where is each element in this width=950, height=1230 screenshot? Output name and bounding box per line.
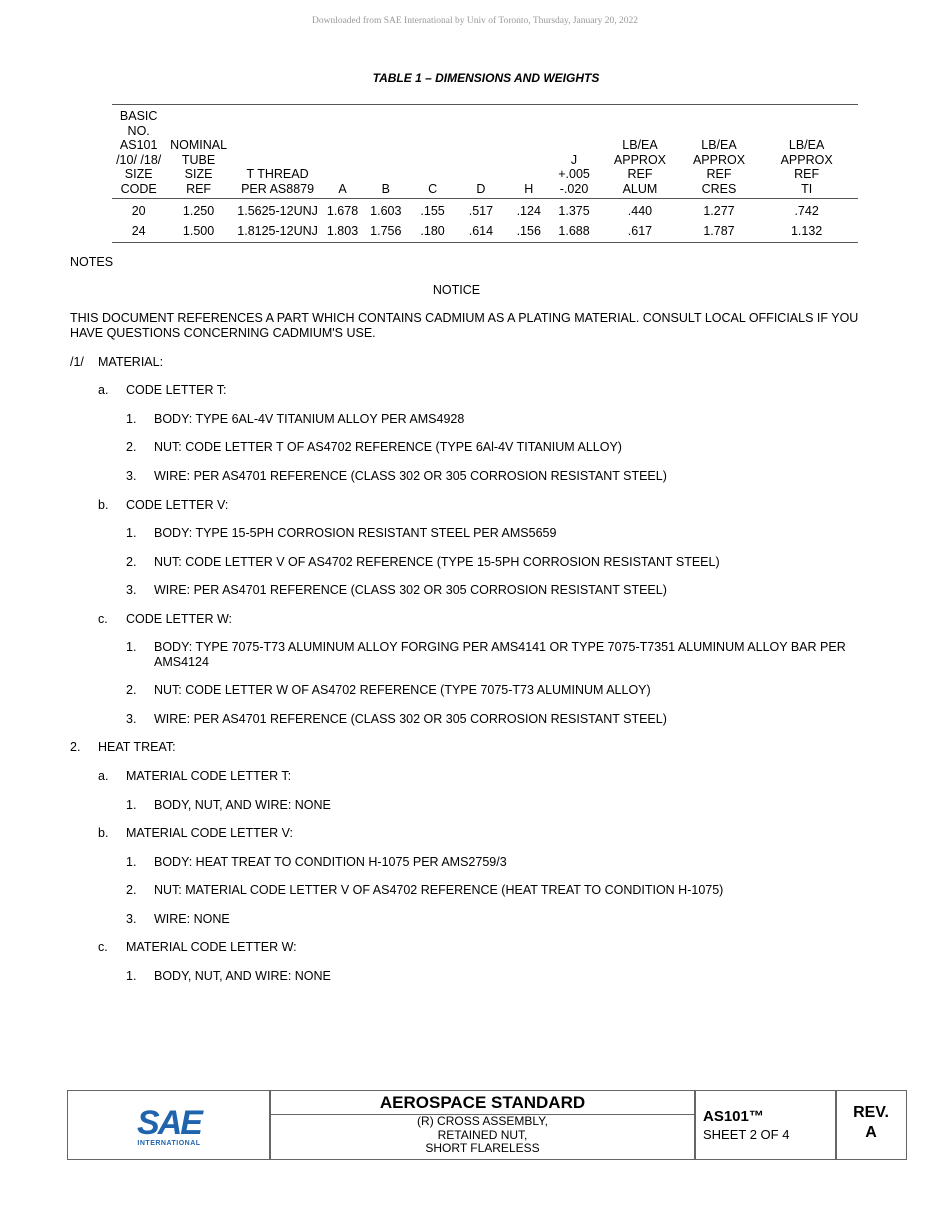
- table-cell: 1.787: [683, 221, 755, 243]
- list-item: WIRE: PER AS4701 REFERENCE (CLASS 302 OR 305 CORROSION RESISTANT STEEL): [154, 712, 667, 726]
- subtitle-line: (R) CROSS ASSEMBLY,: [417, 1114, 548, 1128]
- list-number: 3.: [126, 712, 137, 726]
- document-number-cell: [694, 1090, 837, 1160]
- list-item: WIRE: NONE: [154, 912, 230, 926]
- table-cell: .742: [794, 204, 819, 218]
- revision-label: REV.: [853, 1104, 889, 1121]
- col-c: C: [410, 105, 455, 199]
- notice-title: NOTICE: [432, 283, 481, 297]
- sae-logo: [68, 1091, 270, 1159]
- list-number: 3.: [126, 469, 137, 483]
- sheet-number: SHEET 2 OF 4: [703, 1127, 790, 1142]
- table-cell: 1.375: [558, 204, 590, 218]
- logo-subtext: INTERNATIONAL: [137, 1140, 201, 1147]
- col-weight-alum: LB/EA APPROX REF ALUM: [597, 105, 683, 199]
- table-cell: .180: [410, 221, 455, 243]
- heat-treat-v-heading: MATERIAL CODE LETTER V:: [126, 826, 293, 840]
- table-cell: .124: [516, 204, 541, 218]
- table-cell: .155: [420, 204, 445, 218]
- col-h: H: [507, 105, 551, 199]
- list-number: 1.: [126, 969, 137, 983]
- heat-treat-heading: HEAT TREAT:: [98, 740, 176, 754]
- table-cell: 1.277: [703, 204, 735, 218]
- subtitle-line: RETAINED NUT,: [437, 1127, 528, 1142]
- table-cell: 1.678: [326, 204, 359, 218]
- col-nominal-tube-size: NOMINAL TUBE SIZE REF: [165, 105, 231, 199]
- material-heading: MATERIAL:: [98, 355, 164, 369]
- material-code-t-heading: CODE LETTER T:: [126, 383, 227, 397]
- list-item: BODY: HEAT TREAT TO CONDITION H-1075 PER AMS2759/3: [154, 855, 507, 869]
- table-title: TABLE 1 – DIMENSIONS AND WEIGHTS: [372, 71, 600, 85]
- material-code-w-heading: CODE LETTER W:: [126, 612, 233, 626]
- table-cell: 1.688: [551, 221, 597, 243]
- table-cell: 1.5625-12UNJ: [237, 204, 318, 218]
- list-item: NUT: CODE LETTER V OF AS4702 REFERENCE (TYPE 15-5PH CORROSION RESISTANT STEEL): [154, 555, 720, 569]
- col-weight-cres: LB/EA APPROX REF CRES: [683, 105, 755, 199]
- table-cell: 20: [131, 204, 146, 218]
- table-cell: .517: [468, 204, 494, 218]
- revision-cell: [835, 1090, 907, 1160]
- list-number: 2.: [126, 555, 137, 569]
- table-header-row: [112, 105, 858, 199]
- list-item: BODY: TYPE 6AL-4V TITANIUM ALLOY PER AMS4928: [154, 412, 465, 426]
- list-item: NUT: MATERIAL CODE LETTER V OF AS4702 REFERENCE (HEAT TREAT TO CONDITION H-1075): [154, 883, 724, 897]
- logo-cell: [67, 1090, 271, 1160]
- download-watermark: Downloaded from SAE International by Univ of Toronto, Thursday, January 20, 2022: [311, 16, 639, 26]
- col-t-thread: T THREAD PER AS8879: [232, 105, 324, 199]
- table-cell: .440: [627, 204, 653, 218]
- table-cell: .156: [507, 221, 551, 243]
- col-size-code: BASIC NO. AS101 /10/ /18/ SIZE CODE: [112, 105, 165, 199]
- list-item: BODY, NUT, AND WIRE: NONE: [154, 969, 331, 983]
- table-cell: 1.132: [755, 221, 858, 243]
- notes-heading: NOTES: [70, 255, 114, 269]
- logo-wordmark: SAE: [137, 1104, 201, 1142]
- table-cell: 1.803: [323, 221, 361, 243]
- subtitle-line: SHORT FLARELESS: [425, 1141, 540, 1155]
- table-cell: .617: [597, 221, 683, 243]
- list-marker: a.: [98, 383, 109, 397]
- list-number: 1.: [126, 798, 137, 812]
- col-b: B: [362, 105, 410, 199]
- note-marker: /1/: [70, 355, 84, 369]
- list-number: 1.: [126, 526, 137, 540]
- material-code-v-heading: CODE LETTER V:: [126, 498, 229, 512]
- table-cell: 1.756: [362, 221, 410, 243]
- heat-treat-w-heading: MATERIAL CODE LETTER W:: [126, 940, 297, 954]
- list-marker: c.: [98, 940, 108, 954]
- heat-treat-t-heading: MATERIAL CODE LETTER T:: [126, 769, 292, 783]
- list-number: 2.: [126, 683, 137, 697]
- table-cell: 1.250: [182, 204, 215, 218]
- col-j: J +.005 -.020: [551, 105, 597, 199]
- list-number: 1.: [126, 640, 137, 654]
- col-weight-ti: LB/EA APPROX REF TI: [755, 105, 858, 199]
- list-number: 3.: [126, 912, 137, 926]
- list-number: 1.: [126, 412, 137, 426]
- list-item: WIRE: PER AS4701 REFERENCE (CLASS 302 OR 305 CORROSION RESISTANT STEEL): [154, 583, 667, 597]
- table-cell: .614: [455, 221, 506, 243]
- list-item: BODY, NUT, AND WIRE: NONE: [154, 798, 331, 812]
- standard-title: AEROSPACE STANDARD: [270, 1091, 695, 1115]
- note-marker: 2.: [70, 740, 81, 754]
- list-number: 2.: [126, 440, 137, 454]
- list-marker: c.: [98, 612, 108, 626]
- col-d: D: [455, 105, 506, 199]
- table-cell: 1.8125-12UNJ: [232, 221, 324, 243]
- list-number: 3.: [126, 583, 137, 597]
- list-marker: b.: [98, 826, 109, 840]
- table-cell: 24: [112, 221, 165, 243]
- list-number: 1.: [126, 855, 137, 869]
- list-item: BODY: TYPE 15-5PH CORROSION RESISTANT STEEL PER AMS5659: [154, 526, 557, 540]
- dimensions-table: [112, 104, 858, 243]
- list-item: BODY: TYPE 7075-T73 ALUMINUM ALLOY FORGING PER AMS4141 OR TYPE 7075-T7351 ALUMINUM ALLOY BAR PER AMS4124: [154, 640, 846, 669]
- list-marker: b.: [98, 498, 109, 512]
- col-a: A: [323, 105, 361, 199]
- table-cell: 1.603: [370, 204, 402, 218]
- table-row: [112, 221, 858, 243]
- notice-text: THIS DOCUMENT REFERENCES A PART WHICH CONTAINS CADMIUM AS A PLATING MATERIAL. CONSULT LOCAL OFFICIALS IF YOU HAVE QUESTIONS CONCERNING CADMIUM'S USE.: [70, 311, 859, 340]
- document-subtitle: [270, 1115, 695, 1156]
- list-number: 2.: [126, 883, 137, 897]
- table-cell: 1.500: [165, 221, 231, 243]
- list-item: WIRE: PER AS4701 REFERENCE (CLASS 302 OR 305 CORROSION RESISTANT STEEL): [154, 469, 667, 483]
- list-item: NUT: CODE LETTER W OF AS4702 REFERENCE (TYPE 7075-T73 ALUMINUM ALLOY): [154, 683, 651, 697]
- list-item: NUT: CODE LETTER T OF AS4702 REFERENCE (TYPE 6Al-4V TITANIUM ALLOY): [154, 440, 622, 454]
- revision-value: A: [865, 1124, 877, 1141]
- document-number: AS101™: [703, 1108, 764, 1125]
- list-marker: a.: [98, 769, 109, 783]
- table-row: [112, 199, 858, 222]
- standard-title-cell: [269, 1090, 696, 1160]
